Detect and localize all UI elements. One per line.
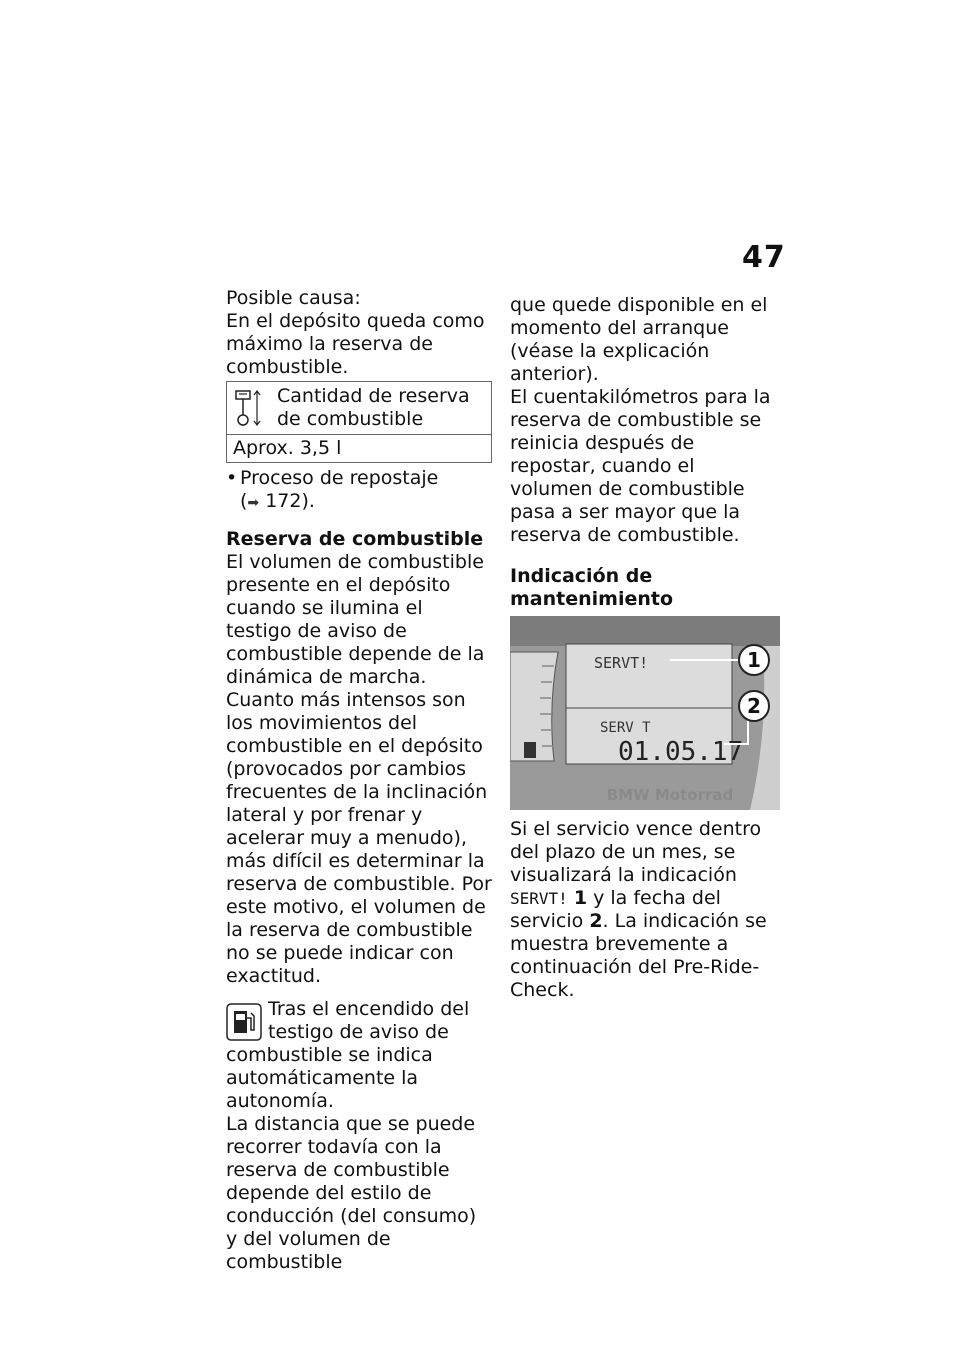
possible-cause-text: En el depósito queda como máximo la reserva de combustible. [226,310,485,378]
continued-text: que quede disponible en el momento del arranque (véase la explicación anterior). [510,294,768,385]
note-block [226,998,492,1113]
page-ref-arrow-icon: ➡ [247,495,260,511]
bullet-icon: • [226,467,238,489]
right-column [510,294,782,1002]
section-heading-maintenance: Indicación de mantenimiento [510,565,674,610]
spec-head [227,382,491,435]
spec-title: Cantidad de reserva de combustible [277,385,470,430]
servt-code: SERVT! [510,889,568,908]
section-heading-fuel-reserve: Reserva de combustible [226,528,484,550]
spec-value: Aprox. 3,5 l [233,437,342,459]
range-text: La distancia que se puede recorrer todavía con la reserva de combustible depende del estilo de conducción (del consumo) y del volumen de combustible [226,1113,477,1273]
fuel-reserve-body: El volumen de combustible presente en el depósito cuando se ilumina el testigo de aviso de combustible depende de la dinámica de marcha. Cuanto más intensos son los movimientos del combustible en el depósito (provocados por cambios frecuentes de la inclinación lateral y por frenar y acelerar muy a menudo), más difícil es determinar la reserva de combustible. Por este motivo, el volumen de la reserva de combustible no se puede indicar con exactitud. [226,551,492,987]
brand-logo-text: BMW Motorrad [606,786,734,804]
refuel-bullet: • Proceso de repostaje (➡ 172). [226,467,492,515]
display-service-date: 01.05.17 [618,737,744,767]
page-ref-suffix: ). [301,490,315,512]
odometer-reset-text: El cuentakilómetros para la reserva de combustible se reinicia después de repostar, cuando el volumen de combustible pasa a ser mayor que la reserva de combustible. [510,386,771,546]
bullet-text: Proceso de repostaje [240,467,439,489]
maintenance-text-pre: Si el servicio vence dentro del plazo de un mes, se visualizará la indicación [510,818,762,886]
maintenance-display-figure [510,616,780,810]
possible-cause-label: Posible causa: [226,287,361,309]
display-label-servt: SERVT! [594,654,649,672]
fuel-gauge-icon [233,387,267,429]
maintenance-text [510,818,782,1002]
note-text: Tras el encendido del testigo de aviso de combustible se indica automáticamente la autonomía. [226,998,470,1112]
spec-box [226,381,492,463]
left-column [226,287,492,1274]
fuel-pump-icon [226,1002,262,1042]
maintenance-text-mid: y la fecha del servicio [510,887,721,932]
ref-number-1: 1 [573,887,588,909]
page-ref-link[interactable]: 172 [265,490,302,512]
ref-number-2: 2 [589,910,603,932]
maintenance-text-post: . La indicación se muestra brevemente a continuación del Pre-Ride-Check. [510,910,767,1001]
callout-2: 2 [747,694,761,718]
page-number: 47 [742,240,786,275]
callout-1: 1 [747,648,761,672]
display-label-serv: SERV T [600,720,651,736]
